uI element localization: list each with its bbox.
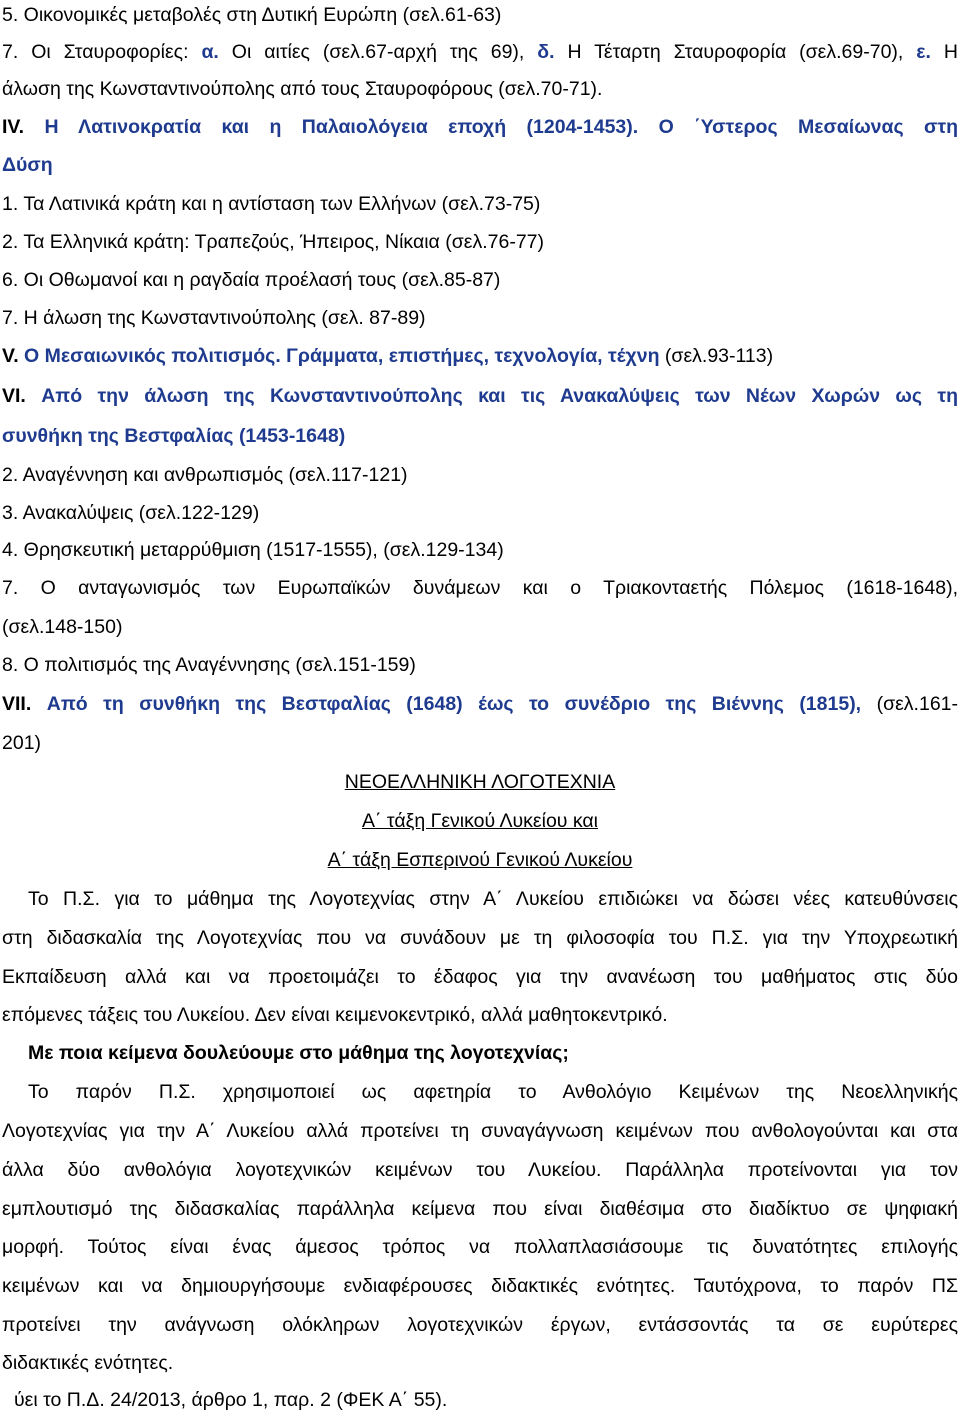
syllabus-line: 4. Θρησκευτική μεταρρύθμιση (1517-1555), (σελ.129-134) — [2, 539, 504, 561]
section-heading: VI. Από την άλωση της Κωνσταντινούπολης και τις Ανακαλύψεις των Νέων Χωρών ως τη — [2, 385, 958, 407]
syllabus-line: 2. Αναγέννηση και ανθρωπισμός (σελ.117-121) — [2, 464, 408, 486]
syllabus-line: άλωση της Κωνσταντινούπολης από τους Σταυροφόρους (σελ.70-71). — [2, 78, 603, 100]
section-heading: VII. Από τη συνθήκη της Βεστφαλίας (1648) έως το συνέδριο της Βιέννης (1815), (σελ.161- — [2, 693, 958, 715]
section-heading: συνθήκη της Βεστφαλίας (1453-1648) — [2, 425, 346, 447]
syllabus-line: 7. Ο ανταγωνισμός των Ευρωπαϊκών δυνάμεων και ο Τριακονταετής Πόλεμος (1618-1648), — [2, 577, 958, 599]
syllabus-line: 7. Η άλωση της Κωνσταντινούπολης (σελ. 87-89) — [2, 307, 426, 329]
section-heading: V. Ο Μεσαιωνικός πολιτισμός. Γράμματα, επιστήμες, τεχνολογία, τέχνη (σελ.93-113) — [2, 345, 774, 367]
paragraph-line: επόμενες τάξεις του Λυκείου. Δεν είναι κειμενοκεντρικό, αλλά μαθητοκεντρικό. — [2, 1004, 668, 1026]
section-heading: IV. Η Λατινοκρατία και η Παλαιολόγεια εποχή (1204-1453). Ο ΄Υστερος Μεσαίωνας στη — [2, 116, 958, 138]
syllabus-line: 7. Οι Σταυροφορίες: α. Οι αιτίες (σελ.67-αρχή της 69), δ. Η Τέταρτη Σταυροφορία (σελ.69-70), ε. Η — [2, 41, 958, 63]
paragraph-line: Εκπαίδευση αλλά και να προετοιμάζει το έδαφος για την ανανέωση του μαθήματος στις δύο — [2, 966, 958, 988]
footer-fragment: ύει το Π.Δ. 24/2013, άρθρο 1, παρ. 2 (ΦΕΚ Α΄ 55). — [14, 1389, 448, 1411]
grade-title: Α΄ τάξη Γενικού Λυκείου και — [362, 810, 598, 832]
syllabus-line: 6. Οι Οθωμανοί και η ραγδαία προέλασή τους (σελ.85-87) — [2, 269, 501, 291]
paragraph-line: Το Π.Σ. για το μάθημα της Λογοτεχνίας στην Α΄ Λυκείου επιδιώκει να δώσει νέες κατευθύνσεις — [28, 888, 958, 910]
syllabus-line: 5. Οικονομικές μεταβολές στη Δυτική Ευρώπη (σελ.61-63) — [2, 4, 502, 26]
section-heading: Δύση — [2, 154, 53, 176]
paragraph-line: διδακτικές ενότητες. — [2, 1352, 174, 1374]
syllabus-line: 201) — [2, 732, 42, 754]
syllabus-line: 2. Τα Ελληνικά κράτη: Τραπεζούς, Ήπειρος, Νίκαια (σελ.76-77) — [2, 231, 545, 253]
subject-title: ΝΕΟΕΛΛΗΝΙΚΗ ΛΟΓΟΤΕΧΝΙΑ — [344, 771, 616, 793]
paragraph-line: Το παρόν Π.Σ. χρησιμοποιεί ως αφετηρία το Ανθολόγιο Κειμένων της Νεοελληνικής — [28, 1081, 958, 1103]
paragraph-line: κειμένων και να δημιουργήσουμε ενδιαφέρουσες διδακτικές ενότητες. Ταυτόχρονα, το παρόν ΠΣ — [2, 1275, 958, 1297]
paragraph-line: στη διδασκαλία της Λογοτεχνίας που να συνάδουν με τη φιλοσοφία του Π.Σ. για την Υποχρεωτική — [2, 927, 958, 949]
paragraph-line: προτείνει την ανάγνωση ολόκληρων λογοτεχνικών έργων, εντάσσοντάς τα σε ευρύτερες — [2, 1314, 958, 1336]
syllabus-line: (σελ.148-150) — [2, 616, 123, 638]
question-heading: Με ποια κείμενα δουλεύουμε στο μάθημα της λογοτεχνίας; — [28, 1042, 569, 1064]
paragraph-line: εμπλουτισμό της διδασκαλίας παράλληλα κείμενα που είναι διαθέσιμα στο διαδίκτυο σε ψηφιακή — [2, 1198, 958, 1220]
syllabus-line: 3. Ανακαλύψεις (σελ.122-129) — [2, 502, 260, 524]
paragraph-line: άλλα δύο ανθολόγια λογοτεχνικών κειμένων του Λυκείου. Παράλληλα προτείνονται για τον — [2, 1159, 958, 1181]
syllabus-line: 8. Ο πολιτισμός της Αναγέννησης (σελ.151-159) — [2, 654, 416, 676]
paragraph-line: Λογοτεχνίας για την Α΄ Λυκείου αλλά προτείνει τη συναγάγνωση κειμένων που ανθολογούνται και στα — [2, 1120, 958, 1142]
syllabus-line: 1. Τα Λατινικά κράτη και η αντίσταση των Ελλήνων (σελ.73-75) — [2, 193, 541, 215]
grade-title: Α΄ τάξη Εσπερινού Γενικού Λυκείου — [327, 849, 633, 871]
paragraph-line: μορφή. Τούτος είναι ένας άμεσος τρόπος να πολλαπλασιάσουμε τις δυνατότητες επιλογής — [2, 1236, 958, 1258]
